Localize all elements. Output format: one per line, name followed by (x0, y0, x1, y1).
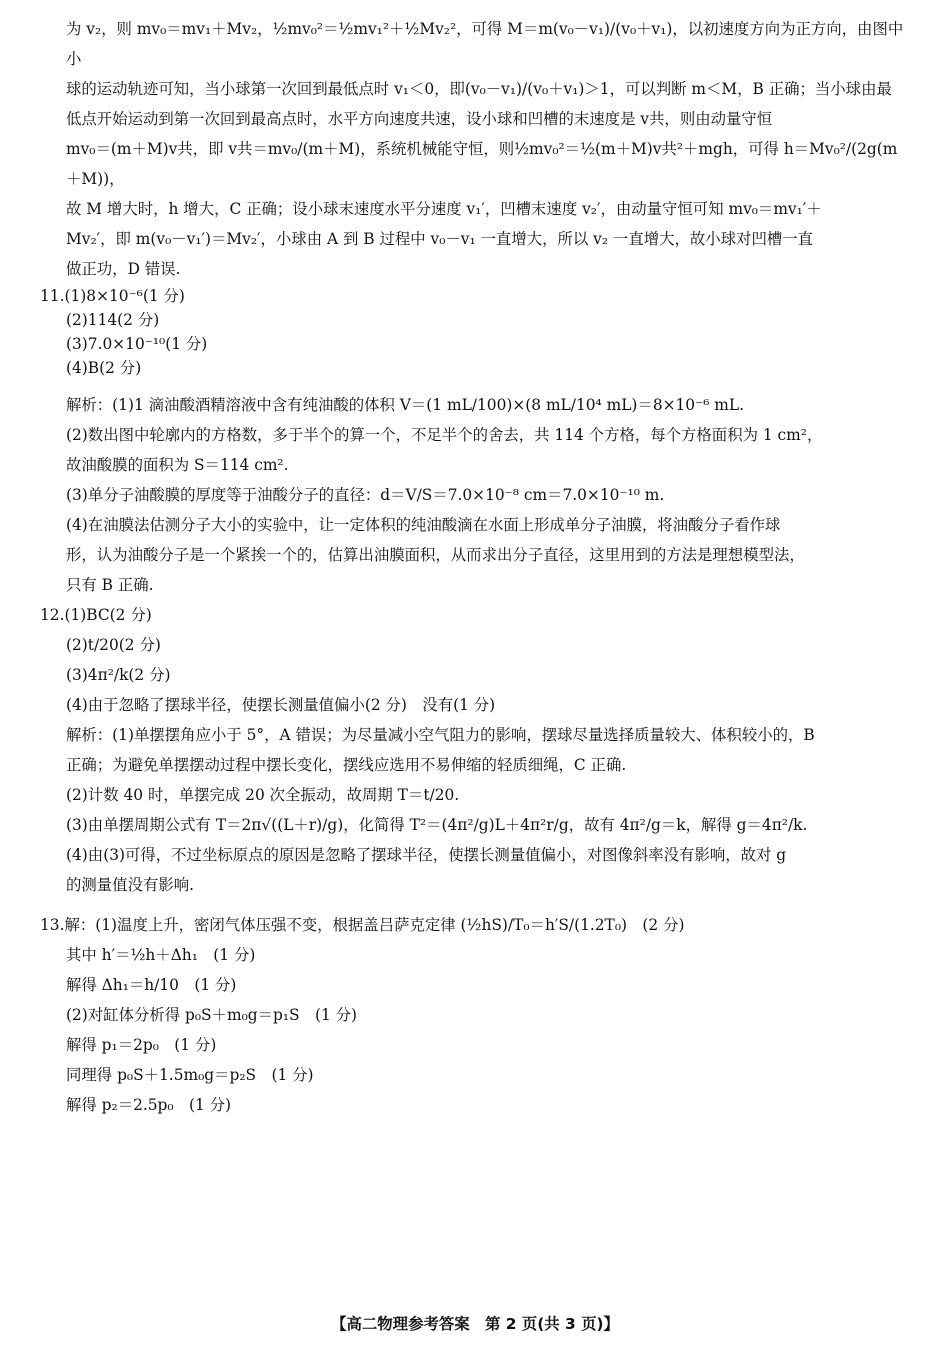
q12-explain-1b: 正确；为避免单摆摆动过程中摆长变化，摆线应选用不易伸缩的轻质细绳，C 正确. (66, 756, 627, 774)
q12-explain-2: (2)计数 40 时，单摆完成 20 次全振动，故周期 T＝t/20. (66, 786, 460, 804)
q11-explain-4c: 只有 B 正确. (66, 576, 154, 594)
q13-step-6: 同理得 p₀S＋1.5m₀g＝p₂S (1 分) (66, 1066, 314, 1084)
q12-section (40, 600, 910, 900)
q13-step-2: 其中 h′＝½h＋Δh₁ (1 分) (66, 946, 256, 964)
q13-step-5: 解得 p₁＝2p₀ (1 分) (66, 1036, 217, 1054)
q13-section (40, 910, 910, 1120)
q11-answer-2: (2)114(2 分) (66, 311, 160, 329)
q12-answer-3: (3)4π²/k(2 分) (66, 666, 171, 684)
q11-explain-2a: (2)数出图中轮廓内的方格数，多于半个的算一个，不足半个的舍去，共 114 个方格，每个方格面积为 1 cm²， (66, 426, 823, 444)
q11-explain-2b: 故油酸膜的面积为 S＝114 cm². (66, 456, 289, 474)
q12-explain-4a: (4)由(3)可得，不过坐标原点的原因是忽略了摆球半径，使摆长测量值偏小，对图像斜率没有影响，故对 g (66, 846, 787, 864)
q11-answer-1: 11.(1)8×10⁻⁶(1 分) (40, 287, 185, 305)
q12-answer-1: 12.(1)BC(2 分) (40, 606, 152, 624)
q11-explain-1: 解析：(1)1 滴油酸酒精溶液中含有纯油酸的体积 V＝(1 mL/100)×(8 mL/10⁴ mL)＝8×10⁻⁶ mL. (66, 396, 744, 414)
q10-line-3: 低点开始运动到第一次回到最高点时，水平方向速度共速，设小球和凹槽的末速度是 v共，则由动量守恒 (66, 110, 773, 128)
q11-explain-4b: 形，认为油酸分子是一个紧挨一个的，估算出油膜面积，从而求出分子直径，这里用到的方法是理想模型法， (66, 546, 805, 564)
q12-answer-4: (4)由于忽略了摆球半径，使摆长测量值偏小(2 分) 没有(1 分) (66, 696, 496, 714)
q10-explanation (40, 14, 910, 284)
q10-line-2: 球的运动轨迹可知，当小球第一次回到最低点时 v₁＜0，即(v₀－v₁)/(v₀＋v₁)＞1，可以判断 m＜M，B 正确；当小球由最 (66, 80, 892, 98)
q10-line-4: mv₀＝(m＋M)v共，即 v共＝mv₀/(m＋M)，系统机械能守恒，则½mv₀²＝½(m＋M)v共²＋mgh，可得 h＝Mv₀²/(2g(m＋M))， (66, 140, 898, 188)
q10-line-7: 做正功，D 错误. (66, 260, 181, 278)
q13-step-1: 13.解：(1)温度上升，密闭气体压强不变，根据盖吕萨克定律 (½hS)/T₀＝h′S/(1.2T₀) (2 分) (40, 916, 685, 934)
page-footer: 【高二物理参考答案 第 2 页(共 3 页)】 (331, 1315, 619, 1333)
q10-line-1: 为 v₂，则 mv₀＝mv₁＋Mv₂，½mv₀²＝½mv₁²＋½Mv₂²，可得 M＝m(v₀－v₁)/(v₀＋v₁)，以初速度方向为正方向，由图中小 (66, 20, 904, 68)
q13-step-4: (2)对缸体分析得 p₀S＋m₀g＝p₁S (1 分) (66, 1006, 358, 1024)
q13-step-3: 解得 Δh₁＝h/10 (1 分) (66, 976, 237, 994)
q10-line-5: 故 M 增大时，h 增大，C 正确；设小球末速度水平分速度 v₁′，凹槽末速度 v₂′，由动量守恒可知 mv₀＝mv₁′＋ (66, 200, 822, 218)
q11-explain-3: (3)单分子油酸膜的厚度等于油酸分子的直径：d＝V/S＝7.0×10⁻⁸ cm＝7.0×10⁻¹⁰ m. (66, 486, 665, 504)
q11-answer-3: (3)7.0×10⁻¹⁰(1 分) (66, 335, 208, 353)
q10-line-6: Mv₂′，即 m(v₀－v₁′)＝Mv₂′，小球由 A 到 B 过程中 v₀－v₁ 一直增大，所以 v₂ 一直增大，故小球对凹槽一直 (66, 230, 814, 248)
q12-explain-3: (3)由单摆周期公式有 T＝2π√((L＋r)/g)，化简得 T²＝(4π²/g)L＋4π²r/g，故有 4π²/g＝k，解得 g＝4π²/k. (66, 816, 808, 834)
q12-explain-4b: 的测量值没有影响. (66, 876, 195, 894)
q11-answer-4: (4)B(2 分) (66, 359, 142, 377)
q11-section (40, 284, 910, 600)
q12-explain-1a: 解析：(1)单摆摆角应小于 5°，A 错误；为尽量减小空气阻力的影响，摆球尽量选择质量较大、体积较小的，B (66, 726, 815, 744)
q12-answer-2: (2)t/20(2 分) (66, 636, 161, 654)
q13-step-7: 解得 p₂＝2.5p₀ (1 分) (66, 1096, 232, 1114)
q11-explain-4a: (4)在油膜法估测分子大小的实验中，让一定体积的纯油酸滴在水面上形成单分子油膜，将油酸分子看作球 (66, 516, 781, 534)
